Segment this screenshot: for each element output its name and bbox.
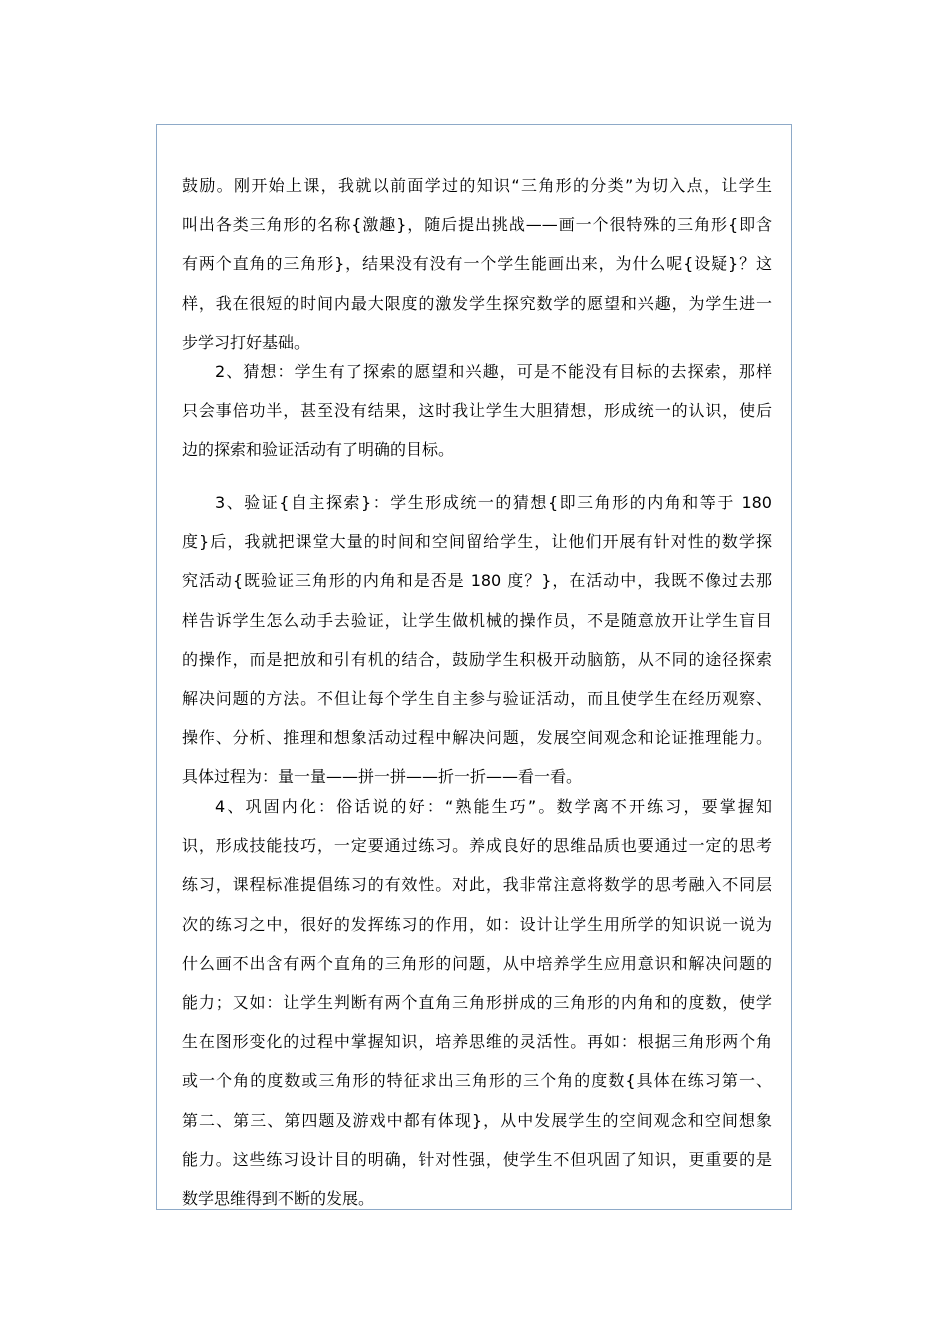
text-line: 能力；又如：让学生判断有两个直角三角形拼成的三角形的内角和的度数，使学 [182,992,772,1012]
text-line: 次的练习之中，很好的发挥练习的作用，如：设计让学生用所学的知识说一说为 [182,914,772,934]
text-line: 练习，课程标准提倡练习的有效性。对此，我非常注意将数学的思考融入不同层 [182,875,772,895]
text-line: 的操作，而是把放和引有机的结合，鼓励学生积极开动脑筋，从不同的途径探索 [182,649,772,669]
text-line: 4、巩固内化：俗话说的好：“熟能生巧”。数学离不开练习，要掌握知 [215,797,772,816]
text-line: 度}后，我就把课堂大量的时间和空间留给学生，让他们开展有针对性的数学探 [182,532,772,552]
text-line: 能力。这些练习设计目的明确，针对性强，使学生不但巩固了知识，更重要的是 [182,1149,772,1169]
text-line: 2、猜想：学生有了探索的愿望和兴趣，可是不能没有目标的去探索，那样 [215,362,772,381]
text-line: 生在图形变化的过程中掌握知识，培养思维的灵活性。再如：根据三角形两个角 [182,1032,772,1052]
text-line: 解决问题的方法。不但让每个学生自主参与验证活动，而且使学生在经历观察、 [182,688,772,708]
text-line: 有两个直角的三角形}，结果没有没有一个学生能画出来，为什么呢{设疑}？这 [182,254,772,274]
text-line: 或一个角的度数或三角形的特征求出三角形的三个角的度数{具体在练习第一、 [182,1071,772,1091]
text-line: 第二、第三、第四题及游戏中都有体现}，从中发展学生的空间观念和空间想象 [182,1110,772,1130]
paragraph-verify [182,483,772,797]
paragraph-consolidate [182,787,772,1218]
text-line: 只会事倍功半，甚至没有结果，这时我让学生大胆猜想，形成统一的认识，使后 [182,401,772,421]
text-line: 3、验证{自主探索}：学生形成统一的猜想{即三角形的内角和等于 180 [215,493,772,512]
text-line: 鼓励。刚开始上课，我就以前面学过的知识“三角形的分类”为切入点，让学生 [182,176,772,195]
paragraph-intro [182,166,772,362]
text-line: 数学思维得到不断的发展。 [182,1188,375,1208]
text-line: 步学习打好基础。 [182,332,311,352]
text-line: 究活动{既验证三角形的内角和是否是 180 度？}，在活动中，我既不像过去那 [182,571,772,591]
text-line: 边的探索和验证活动有了明确的目标。 [182,440,455,460]
text-line: 识，形成技能技巧，一定要通过练习。养成良好的思维品质也要通过一定的思考 [182,836,772,856]
text-line: 叫出各类三角形的名称{激趣}，随后提出挑战——画一个很特殊的三角形{即含 [182,215,772,235]
paragraph-guess [182,352,772,470]
text-line: 具体过程为：量一量——拼一拼——折一折——看一看。 [182,767,583,787]
text-line: 样，我在很短的时间内最大限度的激发学生探究数学的愿望和兴趣，为学生进一 [182,293,772,313]
text-line: 样告诉学生怎么动手去验证，让学生做机械的操作员，不是随意放开让学生盲目 [182,610,772,630]
text-line: 什么画不出含有两个直角的三角形的问题，从中培养学生应用意识和解决问题的 [182,953,772,973]
text-line: 操作、分析、推理和想象活动过程中解决问题，发展空间观念和论证推理能力。 [182,728,772,748]
